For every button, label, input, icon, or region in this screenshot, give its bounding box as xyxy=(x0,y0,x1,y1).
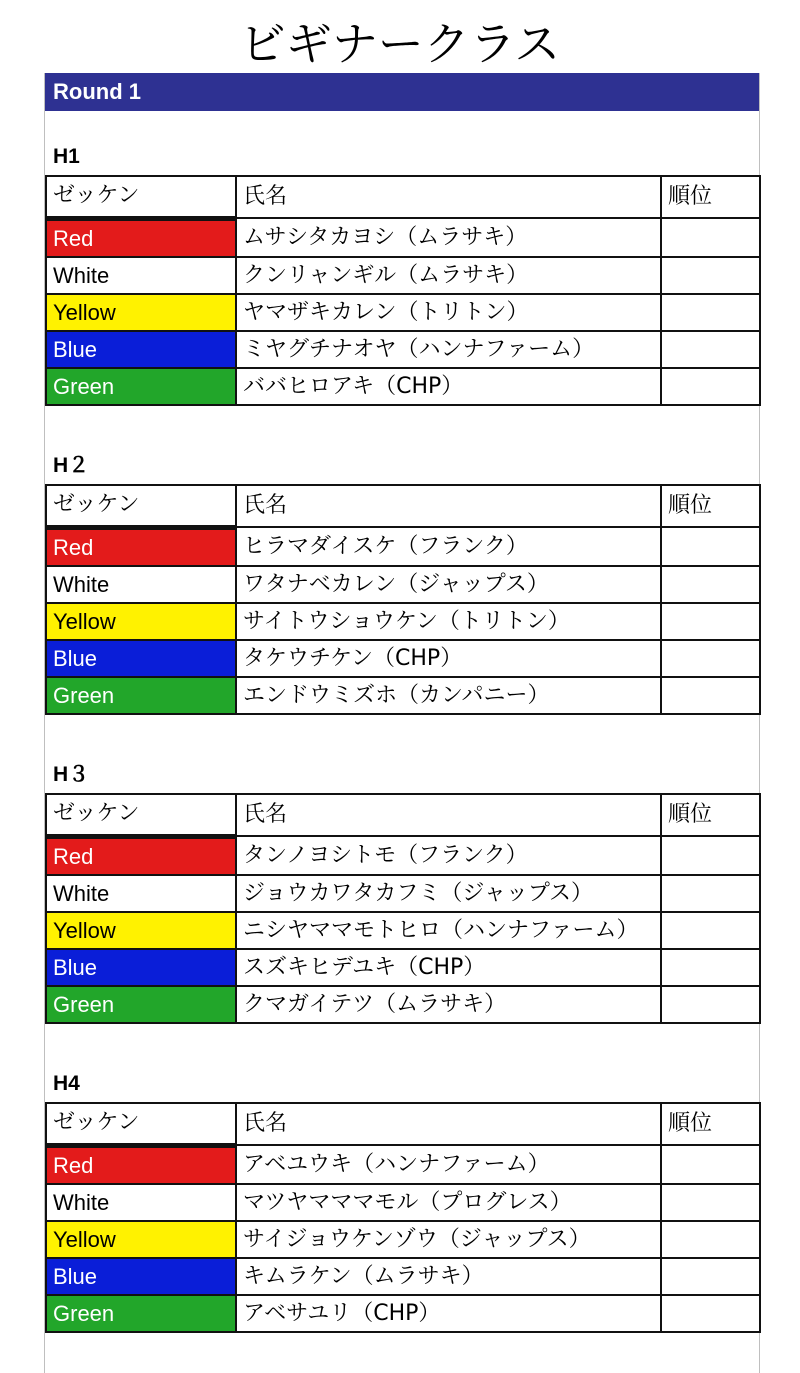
bib-color-cell: Red xyxy=(46,218,236,257)
rank-cell[interactable] xyxy=(661,566,760,603)
table-row xyxy=(46,603,760,640)
table-row xyxy=(46,368,760,405)
bib-color-cell: White xyxy=(46,875,236,912)
rider-name-cell: ヒラマダイスケ（フランク） xyxy=(236,527,661,566)
rank-cell[interactable] xyxy=(661,1221,760,1258)
rank-column-header: 順位 xyxy=(661,485,760,527)
table-row xyxy=(46,1221,760,1258)
table-row xyxy=(46,875,760,912)
rider-name-cell: サイトウショウケン（トリトン） xyxy=(236,603,661,640)
table-row xyxy=(46,294,760,331)
heat-label: H4 xyxy=(53,1072,80,1095)
table-row xyxy=(46,1145,760,1184)
rank-cell[interactable] xyxy=(661,1295,760,1332)
table-row xyxy=(46,640,760,677)
table-row xyxy=(46,566,760,603)
rider-name-cell: エンドウミズホ（カンパニー） xyxy=(236,677,661,714)
bib-color-cell: Yellow xyxy=(46,1221,236,1258)
bib-color-cell: Blue xyxy=(46,331,236,368)
table-row xyxy=(46,257,760,294)
bib-color-cell: White xyxy=(46,566,236,603)
table-row xyxy=(46,1258,760,1295)
rider-name-cell: ニシヤママモトヒロ（ハンナファーム） xyxy=(236,912,661,949)
rank-cell[interactable] xyxy=(661,640,760,677)
rank-cell[interactable] xyxy=(661,218,760,257)
table-row xyxy=(46,836,760,875)
rank-cell[interactable] xyxy=(661,875,760,912)
rider-name-cell: ワタナベカレン（ジャップス） xyxy=(236,566,661,603)
rider-name-cell: ジョウカワタカフミ（ジャップス） xyxy=(236,875,661,912)
rank-cell[interactable] xyxy=(661,257,760,294)
rider-name-cell: マツヤマママモル（プログレス） xyxy=(236,1184,661,1221)
rider-name-cell: スズキヒデユキ（CHP） xyxy=(236,949,661,986)
heat-table xyxy=(45,175,761,406)
heat-table xyxy=(45,793,761,1024)
rider-name-cell: ムサシタカヨシ（ムラサキ） xyxy=(236,218,661,257)
bib-column-header: ゼッケン xyxy=(46,485,236,527)
table-row xyxy=(46,1184,760,1221)
rider-name-cell: タンノヨシトモ（フランク） xyxy=(236,836,661,875)
bib-column-header: ゼッケン xyxy=(46,176,236,218)
name-column-header: 氏名 xyxy=(236,794,661,836)
bib-color-cell: White xyxy=(46,1184,236,1221)
bib-color-cell: Yellow xyxy=(46,294,236,331)
bib-column-header: ゼッケン xyxy=(46,1103,236,1145)
bib-color-cell: Red xyxy=(46,836,236,875)
bib-color-cell: Yellow xyxy=(46,603,236,640)
bib-color-cell: Yellow xyxy=(46,912,236,949)
rider-name-cell: クンリャンギル（ムラサキ） xyxy=(236,257,661,294)
rider-name-cell: ババヒロアキ（CHP） xyxy=(236,368,661,405)
rank-cell[interactable] xyxy=(661,949,760,986)
name-column-header: 氏名 xyxy=(236,176,661,218)
bib-color-cell: Blue xyxy=(46,1258,236,1295)
round-header: Round 1 xyxy=(45,73,759,111)
bib-color-cell: Blue xyxy=(46,949,236,986)
name-column-header: 氏名 xyxy=(236,1103,661,1145)
heat-label: H３ xyxy=(53,763,90,786)
rank-cell[interactable] xyxy=(661,603,760,640)
rank-cell[interactable] xyxy=(661,912,760,949)
bib-color-cell: Green xyxy=(46,677,236,714)
heat-sheet xyxy=(44,73,760,1373)
table-row xyxy=(46,1295,760,1332)
table-row xyxy=(46,677,760,714)
table-header-row xyxy=(46,1103,760,1145)
page-title: ビギナークラス xyxy=(239,17,561,71)
rank-column-header: 順位 xyxy=(661,176,760,218)
heat-table xyxy=(45,484,761,715)
bib-color-cell: Green xyxy=(46,1295,236,1332)
bib-color-cell: Green xyxy=(46,368,236,405)
name-column-header: 氏名 xyxy=(236,485,661,527)
heat-label: H２ xyxy=(53,454,90,477)
rank-cell[interactable] xyxy=(661,331,760,368)
rider-name-cell: サイジョウケンゾウ（ジャップス） xyxy=(236,1221,661,1258)
table-row xyxy=(46,331,760,368)
rider-name-cell: キムラケン（ムラサキ） xyxy=(236,1258,661,1295)
bib-color-cell: Green xyxy=(46,986,236,1023)
table-row xyxy=(46,527,760,566)
rider-name-cell: ミヤグチナオヤ（ハンナファーム） xyxy=(236,331,661,368)
rank-cell[interactable] xyxy=(661,836,760,875)
table-header-row xyxy=(46,794,760,836)
bib-color-cell: Blue xyxy=(46,640,236,677)
rank-cell[interactable] xyxy=(661,1258,760,1295)
bib-color-cell: Red xyxy=(46,1145,236,1184)
rank-column-header: 順位 xyxy=(661,794,760,836)
bib-color-cell: Red xyxy=(46,527,236,566)
rider-name-cell: アベユウキ（ハンナファーム） xyxy=(236,1145,661,1184)
table-header-row xyxy=(46,485,760,527)
rank-cell[interactable] xyxy=(661,368,760,405)
rank-cell[interactable] xyxy=(661,1184,760,1221)
table-header-row xyxy=(46,176,760,218)
table-row xyxy=(46,949,760,986)
rank-cell[interactable] xyxy=(661,1145,760,1184)
table-row xyxy=(46,218,760,257)
rider-name-cell: ヤマザキカレン（トリトン） xyxy=(236,294,661,331)
bib-column-header: ゼッケン xyxy=(46,794,236,836)
rider-name-cell: タケウチケン（CHP） xyxy=(236,640,661,677)
heat-table xyxy=(45,1102,761,1333)
rank-cell[interactable] xyxy=(661,677,760,714)
rider-name-cell: アベサユリ（CHP） xyxy=(236,1295,661,1332)
rider-name-cell: クマガイテツ（ムラサキ） xyxy=(236,986,661,1023)
rank-cell[interactable] xyxy=(661,294,760,331)
bib-color-cell: White xyxy=(46,257,236,294)
rank-cell[interactable] xyxy=(661,527,760,566)
rank-cell[interactable] xyxy=(661,986,760,1023)
heat-label: H1 xyxy=(53,145,80,168)
table-row xyxy=(46,986,760,1023)
table-row xyxy=(46,912,760,949)
rank-column-header: 順位 xyxy=(661,1103,760,1145)
